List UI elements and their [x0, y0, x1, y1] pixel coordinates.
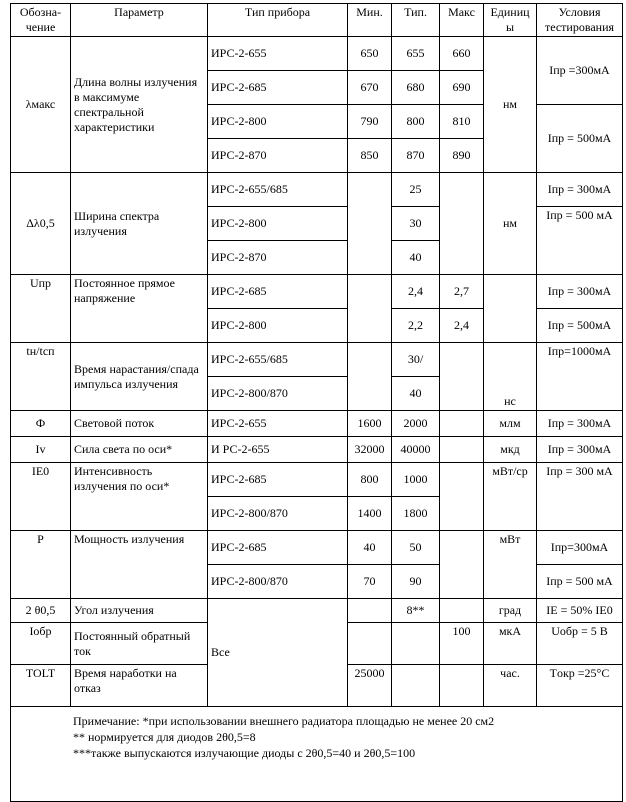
power-cond1: Iпр=300мА: [537, 531, 623, 565]
cell-type: И РС-2-655: [208, 437, 348, 463]
reverse-cond: Uобр = 5 В: [537, 623, 623, 665]
cell-min-empty: [348, 343, 392, 411]
cell-type: ИРС-2-685: [208, 463, 348, 497]
cell-type: ИРС-2-655: [208, 37, 348, 71]
intensity-cond: Iпр = 300мА: [537, 437, 623, 463]
wavelength-unit: нм: [484, 37, 537, 173]
radiant-cond: Iпр = 300 мА: [537, 463, 623, 531]
cell-typ: 870: [392, 139, 440, 173]
power-symbol: P: [11, 531, 71, 599]
reverse-symbol: Iобр: [11, 623, 71, 665]
cell-type: ИРС-2-685: [208, 275, 348, 309]
risefall-param: Время нарастания/спада импульса излучения: [71, 343, 208, 411]
voltage-cond2: Iпр = 500мА: [537, 309, 623, 343]
spectrum-param: Ширина спектра излучения: [71, 173, 208, 275]
cell-min-empty: [348, 173, 392, 275]
cell-min-empty: [348, 275, 392, 343]
table-row: [11, 437, 623, 463]
cell-max: 660: [440, 37, 484, 71]
risefall-unit: нс: [484, 343, 537, 411]
cell-type: ИРС-2-655: [208, 411, 348, 437]
intensity-symbol: Iv: [11, 437, 71, 463]
cell-min: 25000: [348, 665, 392, 707]
wavelength-cond1: Iпр =300мА: [537, 37, 623, 105]
cell-max: 100: [440, 623, 484, 665]
intensity-unit: мкд: [484, 437, 537, 463]
cell-typ: 2,4: [392, 275, 440, 309]
spectrum-symbol: Δλ0,5: [11, 173, 71, 275]
cell-typ: 800: [392, 105, 440, 139]
power-param: Мощность излучения: [71, 531, 208, 599]
intensity-param: Сила света по оси*: [71, 437, 208, 463]
cell-max: 690: [440, 71, 484, 105]
flux-symbol: Ф: [11, 411, 71, 437]
cell-min: 650: [348, 37, 392, 71]
cell-min: 32000: [348, 437, 392, 463]
header-row: [11, 4, 623, 37]
cell-min: 1400: [348, 497, 392, 531]
cell-typ: 40000: [392, 437, 440, 463]
cell-min: 800: [348, 463, 392, 497]
cell-typ: 25: [392, 173, 440, 207]
note-line-3: ***также выпускаются излучающие диоды с 2θ0,5=40 и 2θ0,5=100: [73, 746, 416, 760]
cell-type: ИРС-2-800: [208, 207, 348, 241]
cell-min: 1600: [348, 411, 392, 437]
cell-max: 2,7: [440, 275, 484, 309]
table-row: [11, 599, 623, 623]
flux-param: Световой поток: [71, 411, 208, 437]
wavelength-cond2: Iпр = 500мА: [537, 105, 623, 173]
specs-table: [10, 3, 623, 802]
cell-min: 850: [348, 139, 392, 173]
header-typ: Тип.: [392, 4, 440, 37]
power-cond2: Iпр = 500 мА: [537, 565, 623, 599]
cell-type: ИРС-2-685: [208, 531, 348, 565]
risefall-cond: Iпр=1000мА: [537, 343, 623, 411]
cell-max-empty: [440, 437, 484, 463]
reverse-unit: мкА: [484, 623, 537, 665]
header-parameter: Параметр: [71, 4, 208, 37]
cell-max: 890: [440, 139, 484, 173]
cell-max-empty: [440, 531, 484, 599]
mtbf-symbol: TOLT: [11, 665, 71, 707]
cell-type: ИРС-2-870: [208, 139, 348, 173]
header-designation: Обозна-чение: [11, 4, 71, 37]
cell-typ: 2,2: [392, 309, 440, 343]
header-conditions: Условия тестирования: [537, 4, 623, 37]
cell-max: 810: [440, 105, 484, 139]
angle-cond: IE = 50% IE0: [537, 599, 623, 623]
header-units: Единиц ы: [484, 4, 537, 37]
cell-typ-empty: [392, 665, 440, 707]
cell-typ: 2000: [392, 411, 440, 437]
cell-typ-empty: [392, 623, 440, 665]
cell-max-empty: [440, 599, 484, 623]
cell-typ: 1000: [392, 463, 440, 497]
cell-max-empty: [440, 665, 484, 707]
cell-typ: 30: [392, 207, 440, 241]
table-row: [11, 275, 623, 309]
radiant-unit: мВт/ср: [484, 463, 537, 531]
mtbf-unit: час.: [484, 665, 537, 707]
cell-type: ИРС-2-870: [208, 241, 348, 275]
cell-min: 670: [348, 71, 392, 105]
cell-typ: 8**: [392, 599, 440, 623]
cell-min: 70: [348, 565, 392, 599]
cell-typ: 30/: [392, 343, 440, 377]
cell-typ: 50: [392, 531, 440, 565]
spectrum-unit: нм: [484, 173, 537, 275]
cell-type: ИРС-2-800/870: [208, 565, 348, 599]
voltage-param: Постоянное прямое напряжение: [71, 275, 208, 343]
cell-type: ИРС-2-800/870: [208, 497, 348, 531]
cell-typ: 655: [392, 37, 440, 71]
wavelength-param: Длина волны излучения в максимуме спектральной характеристики: [71, 37, 208, 173]
header-device-type: Тип прибора: [208, 4, 348, 37]
voltage-symbol: Uпр: [11, 275, 71, 343]
cell-type: ИРС-2-800: [208, 105, 348, 139]
cell-type: ИРС-2-800: [208, 309, 348, 343]
table-row: [11, 173, 623, 207]
cell-type: ИРС-2-685: [208, 71, 348, 105]
cell-typ: 1800: [392, 497, 440, 531]
header-min: Мин.: [348, 4, 392, 37]
table-row: [11, 343, 623, 377]
risefall-symbol: tн/tсп: [11, 343, 71, 411]
all-types: Все: [208, 599, 348, 707]
power-unit: мВт: [484, 531, 537, 599]
cell-max-empty: [440, 173, 484, 275]
note-line-1: Примечание: *при использовании внешнего радиатора площадью не менее 20 см2: [73, 714, 495, 728]
cell-max-empty: [440, 343, 484, 411]
radiant-param: Интенсивность излучения по оси*: [71, 463, 208, 531]
reverse-param: Постоянный обратный ток: [71, 623, 208, 665]
angle-unit: град: [484, 599, 537, 623]
table-row: [11, 37, 623, 71]
radiant-symbol: IE0: [11, 463, 71, 531]
cell-max: 2,4: [440, 309, 484, 343]
cell-max-empty: [440, 411, 484, 437]
cell-min-empty: [348, 599, 392, 623]
voltage-unit-empty: [484, 275, 537, 343]
note-line-2: ** нормируется для диодов 2θ0,5=8: [73, 730, 256, 744]
cell-typ: 680: [392, 71, 440, 105]
cell-typ: 90: [392, 565, 440, 599]
cell-type: ИРС-2-655/685: [208, 343, 348, 377]
mtbf-cond: Tокр =25°С: [537, 665, 623, 707]
cell-max-empty: [440, 463, 484, 531]
cell-min: 40: [348, 531, 392, 565]
angle-param: Угол излучения: [71, 599, 208, 623]
mtbf-param: Время наработки на отказ: [71, 665, 208, 707]
flux-unit: млм: [484, 411, 537, 437]
wavelength-symbol: λмакс: [11, 37, 71, 173]
spectrum-cond2: Iпр = 500 мА: [537, 207, 623, 275]
note-cell: [11, 707, 623, 802]
cell-min: 790: [348, 105, 392, 139]
cell-min-empty: [348, 623, 392, 665]
cell-typ: 40: [392, 241, 440, 275]
cell-type: ИРС-2-800/870: [208, 377, 348, 411]
spectrum-cond1: Iпр = 300мА: [537, 173, 623, 207]
table-row: [11, 411, 623, 437]
note-row: [11, 707, 623, 802]
table-row: [11, 531, 623, 565]
header-max: Макс: [440, 4, 484, 37]
table-row: [11, 463, 623, 497]
angle-symbol: 2 θ0,5: [11, 599, 71, 623]
cell-type: ИРС-2-655/685: [208, 173, 348, 207]
voltage-cond1: Iпр = 300мА: [537, 275, 623, 309]
flux-cond: Iпр = 300мА: [537, 411, 623, 437]
cell-typ: 40: [392, 377, 440, 411]
